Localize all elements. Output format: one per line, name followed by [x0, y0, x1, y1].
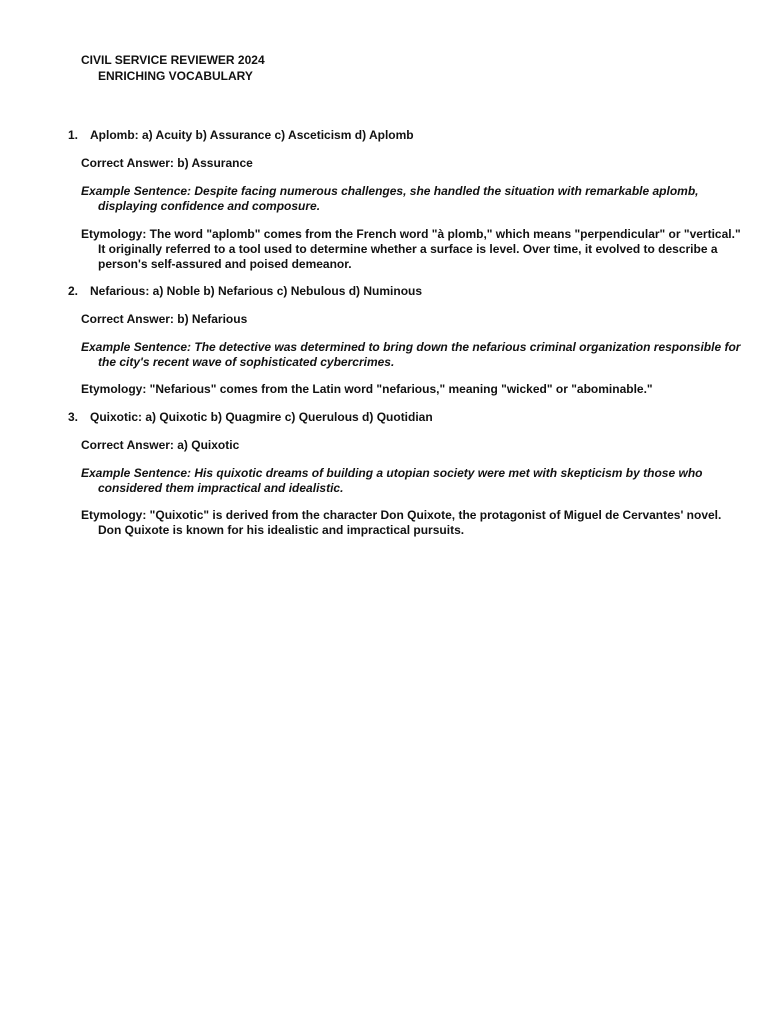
correct-answer: Correct Answer: b) Nefarious	[81, 312, 248, 326]
question-line	[68, 410, 433, 425]
question-text: Quixotic: a) Quixotic b) Quagmire c) Querulous d) Quotidian	[90, 410, 433, 424]
etymology: Etymology: The word "aplomb" comes from the French word "à plomb," which means "perpendicular" or "vertical." It originally referred to a tool used to determine whether a surface is level. Over time, it evolved to describe a person's self-assured and poised demeanor.	[81, 227, 741, 271]
correct-answer: Correct Answer: a) Quixotic	[81, 438, 240, 452]
question-line	[68, 284, 422, 299]
question-number: 2.	[68, 284, 79, 298]
correct-answer: Correct Answer: b) Assurance	[81, 156, 253, 170]
document-subtitle: ENRICHING VOCABULARY	[98, 69, 253, 83]
document-title: CIVIL SERVICE REVIEWER 2024	[81, 53, 265, 67]
example-sentence: Example Sentence: Despite facing numerous challenges, she handled the situation with remarkable aplomb, displaying confidence and composure.	[81, 184, 699, 213]
question-number: 3.	[68, 410, 79, 424]
question-text: Nefarious: a) Noble b) Nefarious c) Nebulous d) Numinous	[90, 284, 423, 298]
question-line	[68, 128, 414, 143]
question-number: 1.	[68, 128, 79, 142]
example-sentence: Example Sentence: The detective was determined to bring down the nefarious criminal organization responsible for the city's recent wave of sophisticated cybercrimes.	[81, 340, 741, 369]
question-text: Aplomb: a) Acuity b) Assurance c) Asceticism d) Aplomb	[90, 128, 414, 142]
etymology: Etymology: "Quixotic" is derived from the character Don Quixote, the protagonist of Miguel de Cervantes' novel. Don Quixote is known for his idealistic and impractical pursuits.	[81, 508, 722, 537]
example-sentence: Example Sentence: His quixotic dreams of building a utopian society were met with skepticism by those who considered them impractical and idealistic.	[81, 466, 703, 495]
etymology: Etymology: "Nefarious" comes from the Latin word "nefarious," meaning "wicked" or "abominable."	[81, 382, 653, 396]
